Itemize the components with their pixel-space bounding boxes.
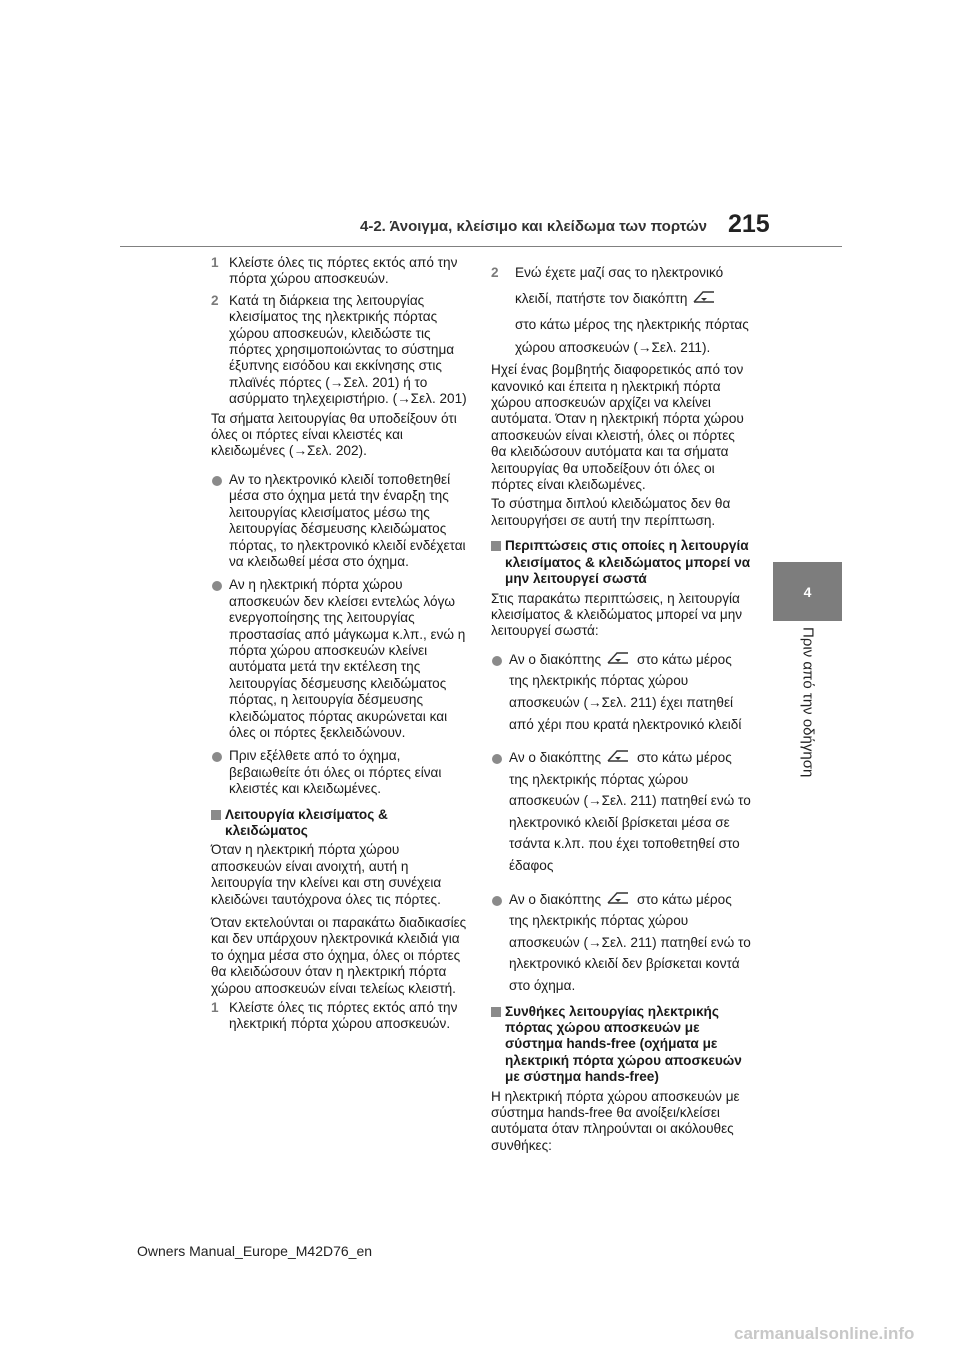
subsection-heading xyxy=(491,1004,754,1086)
bullet-text: της ηλεκτρικής πόρτας χώρου αποσκευών (→Σελ. 211) έχει πατηθεί από χέρι που κρατά ηλεκτρονικό κλειδί xyxy=(509,673,742,732)
chapter-tab[interactable] xyxy=(773,562,842,621)
bullet-dot xyxy=(212,752,222,762)
paragraph: Η ηλεκτρική πόρτα χώρου αποσκευών με σύστημα hands-free θα ανοίξει/κλείσει αυτόματα όταν πληρούνται οι ακόλουθες συνθήκες: xyxy=(491,1088,740,1153)
paragraph: Όταν η ηλεκτρική πόρτα χώρου αποσκευών είναι ανοιχτή, αυτή η λειτουργία την κλείνει και στη συνέχεια κλειδώνει ταυτόχρονα όλες τις πόρτες. xyxy=(211,842,442,907)
bullet-text: Αν το ηλεκτρονικό κλειδί τοποθετηθεί μέσα στο όχημα μετά την έναρξη της λειτουργίας κλεισίματος μέσω της λειτουργίας δέσμευσης κλειδώματος πόρτας, το ηλεκτρονικό κλειδί ενδέχεται να κλειδωθεί μέσα στο όχημα. xyxy=(229,471,466,569)
bullet-dot xyxy=(212,476,222,486)
step-text: Ενώ έχετε μαζί σας το ηλεκτρονικό xyxy=(515,265,724,280)
step-item xyxy=(491,262,754,359)
bullet-dot xyxy=(212,581,222,591)
heading-square xyxy=(491,541,501,551)
bullet-text: στο κάτω μέρος xyxy=(637,750,732,766)
step-text: κλειδί, πατήστε τον διακόπτη xyxy=(515,291,688,307)
step-text: Κλείστε όλες τις πόρτες εκτός από την πόρτα χώρου αποσκευών. xyxy=(229,255,458,287)
paragraph: Στις παρακάτω περιπτώσεις, η λειτουργία κλεισίματος & κλειδώματος μπορεί να μην λειτουργεί σωστά: xyxy=(491,590,743,639)
tailgate-switch-icon xyxy=(605,889,631,907)
bullet-text: Αν ο διακόπτης xyxy=(509,750,602,766)
step-item xyxy=(211,293,473,408)
heading-text: Περιπτώσεις στις οποίες η λειτουργία κλεισίματος & κλειδώματος μπορεί να μην λειτουργεί σωστά xyxy=(505,538,751,587)
paragraph: Τα σήματα λειτουργίας θα υποδείξουν ότι όλες οι πόρτες είναι κλειστές και κλειδωμένες (→Σελ. 202). xyxy=(211,410,457,459)
bullet-text: Αν ο διακόπτης xyxy=(509,891,602,907)
bullet-text: της ηλεκτρικής πόρτας χώρου αποσκευών (→Σελ. 211) πατηθεί ενώ το ηλεκτρονικό κλειδί δεν βρίσκεται κοντά στο όχημα. xyxy=(509,913,751,994)
tailgate-switch-icon xyxy=(691,288,717,306)
chapter-number: 4 xyxy=(803,583,812,600)
bullet-text: Αν ο διακόπτης xyxy=(509,651,602,667)
heading-text: Συνθήκες λειτουργίας ηλεκτρικής πόρτας χώρου αποσκευών με σύστημα hands-free (οχήματα με ηλεκτρική πόρτα χώρου αποσκευών με σύστημα hands-free) xyxy=(505,1003,742,1085)
step-item xyxy=(211,1000,473,1033)
step-item xyxy=(211,255,473,288)
footer-manual-id: Owners Manual_Europe_M42D76_en xyxy=(137,1243,373,1259)
heading-square xyxy=(211,810,221,820)
tailgate-switch-icon xyxy=(605,747,631,765)
bullet-text: στο κάτω μέρος xyxy=(637,651,732,667)
paragraph: Το σύστημα διπλού κλειδώματος δεν θα λειτουργήσει σε αυτή την περίπτωση. xyxy=(491,496,731,528)
section-title: 4-2. Άνοιγμα, κλείσιμο και κλείδωμα των πορτών xyxy=(360,218,707,235)
note-bullet xyxy=(211,748,473,797)
header-divider xyxy=(120,246,842,247)
bullet-dot xyxy=(492,754,502,764)
paragraph: Ηχεί ένας βομβητής διαφορετικός από τον κανονικό και έπειτα η ηλεκτρική πόρτα χώρου αποσκευών αρχίζει να κλείνει αυτόματα. Όταν η ηλεκτρική πόρτα χώρου αποσκευών είναι κλειστή, όλες οι πόρτες θα κλειδώσουν αυτόματα και τα σήματα λειτουργίας θα υποδείξουν ότι όλες οι πόρτες είναι κλειδωμένες. xyxy=(491,362,744,493)
bullet-text: της ηλεκτρικής πόρτας χώρου αποσκευών (→Σελ. 211) πατηθεί ενώ το ηλεκτρονικό κλειδί βρίσκεται μέσα σε τσάντα κ.λπ. που έχει τοποθετηθεί στο έδαφος xyxy=(509,771,751,874)
note-bullet xyxy=(211,577,473,741)
bullet-text: στο κάτω μέρος xyxy=(637,891,732,907)
tailgate-switch-icon xyxy=(605,649,631,667)
bullet-dot xyxy=(492,896,502,906)
step-number: 1 xyxy=(211,1000,219,1016)
case-bullet xyxy=(491,747,754,877)
step-text: Κλείστε όλες τις πόρτες εκτός από την ηλεκτρική πόρτα χώρου αποσκευών. xyxy=(229,1000,458,1032)
case-bullet xyxy=(491,649,754,735)
note-bullet xyxy=(211,472,473,570)
step-text-with-icon xyxy=(515,284,754,314)
step-number: 2 xyxy=(491,265,499,280)
paragraph: Όταν εκτελούνται οι παρακάτω διαδικασίες και δεν υπάρχουν ηλεκτρονικά κλειδιά για το όχημα μέσα στο όχημα, όλες οι πόρτες θα κλειδώσουν όταν η ηλεκτρική πόρτα χώρου αποσκευών είναι τελείως κλειστή. xyxy=(211,915,467,996)
step-number: 2 xyxy=(211,292,219,308)
bullet-text: Πριν εξέλθετε από το όχημα, βεβαιωθείτε ότι όλες οι πόρτες είναι κλειστές και κλειδωμένες. xyxy=(229,748,442,797)
bullet-dot xyxy=(492,656,502,666)
heading-text: Λειτουργία κλεισίματος & κλειδώματος xyxy=(225,806,388,838)
step-number: 1 xyxy=(211,255,219,270)
heading-square xyxy=(491,1007,501,1017)
subsection-heading xyxy=(211,807,473,840)
page-number: 215 xyxy=(728,210,770,238)
chapter-title: Πριν από την οδήγηση xyxy=(799,627,817,778)
step-text: στο κάτω μέρος της ηλεκτρικής πόρτας χώρου αποσκευών (→Σελ. 211). xyxy=(515,317,749,355)
subsection-heading xyxy=(491,538,754,587)
watermark: carmanualsonline.info xyxy=(734,1324,915,1343)
right-column xyxy=(491,262,754,1154)
case-bullet xyxy=(491,889,754,997)
bullet-text: Αν η ηλεκτρική πόρτα χώρου αποσκευών δεν κλείσει εντελώς λόγω ενεργοποίησης της λειτουργίας προστασίας από μάγκωμα κ.λπ., ενώ η πόρτα χώρου αποσκευών κλείνει αυτόματα μετά την εκτέλεση της λειτουργίας δέσμευσης κλειδώματος πόρτας, η λειτουργία δέσμευσης κλειδώματος πόρτας ακυρώνεται και όλες οι πόρτες ξεκλειδώνουν. xyxy=(229,577,466,740)
left-column xyxy=(211,255,473,1033)
step-text: Κατά τη διάρκεια της λειτουργίας κλεισίματος της ηλεκτρικής πόρτας χώρου αποσκευών, κλειδώστε τις πόρτες χρησιμοποιώντας το σύστημα έξυπνης εισόδου και εκκίνησης στις πλαϊνές πόρτες (→Σελ. 201) ή το ασύρματο τηλεχειριστήριο. (→Σελ. 201) xyxy=(229,292,467,407)
